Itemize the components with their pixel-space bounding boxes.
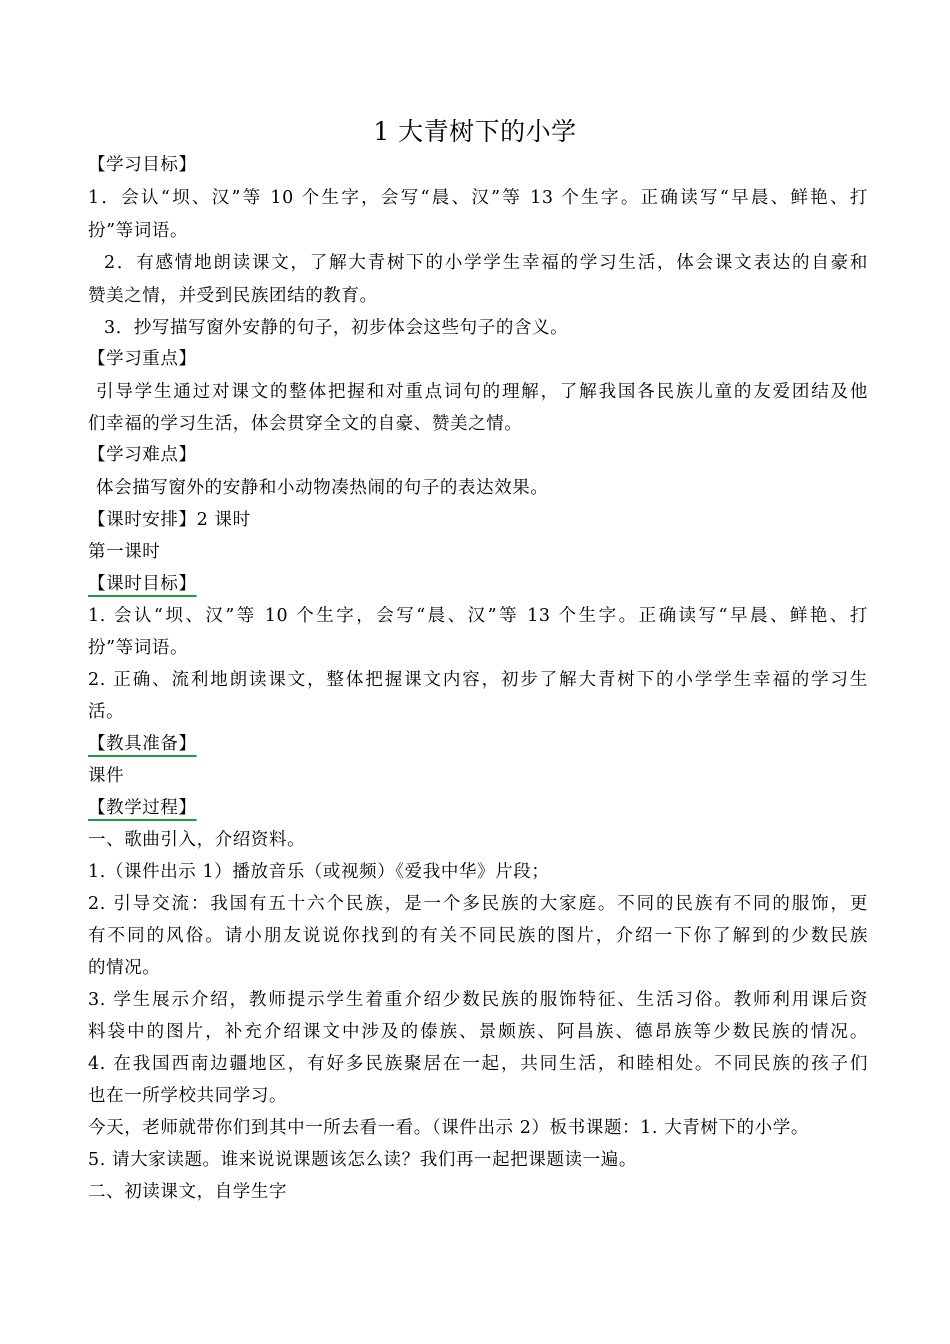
lesson-goal-2-line-2: 活。 — [88, 702, 125, 722]
schedule-heading: 【课时安排】 — [88, 510, 197, 530]
step-one: 一、歌曲引入，介绍资料。 — [88, 830, 306, 850]
key-points-line-2: 们幸福的学习生活，体会贯穿全文的自豪、赞美之情。 — [88, 414, 523, 434]
tools-heading-wrap — [88, 731, 868, 757]
process-item-2-line-2: 有不同的风俗。请小朋友说说你找到的有关不同民族的图片，介绍一下你了解到的少数民族 — [88, 926, 868, 946]
process-item-3-line-1: 3. 学生展示介绍，教师提示学生着重介绍少数民族的服饰特征、生活习俗。教师利用课后资 — [88, 990, 868, 1010]
process-item-1: 1.（课件出示 1）播放音乐（或视频）《爱我中华》片段； — [88, 862, 550, 882]
step-two: 二、初读课文，自学生字 — [88, 1182, 288, 1202]
process-item-4-line-2: 也在一所学校共同学习。 — [88, 1086, 288, 1106]
key-points-line-1: 引导学生通过对课文的整体把握和对重点词句的理解，了解我国各民族儿童的友爱团结及他 — [96, 382, 868, 402]
tools-heading: 【教具准备】 — [88, 734, 197, 754]
goal-2-line-2: 赞美之情，并受到民族团结的教育。 — [88, 286, 378, 306]
process-item-4-line-1: 4. 在我国西南边疆地区，有好多民族聚居在一起，共同生活，和睦相处。不同民族的孩子们 — [88, 1054, 868, 1074]
lesson-goal-1-line-2: 扮”等词语。 — [88, 638, 189, 658]
lesson-goals-heading: 【课时目标】 — [88, 574, 197, 594]
process-item-3-line-2: 料袋中的图片，补充介绍课文中涉及的傣族、景颇族、阿昌族、德昂族等少数民族的情况。 — [88, 1022, 868, 1042]
process-item-5: 5. 请大家读题。谁来说说课题该怎么读？我们再一起把课题读一遍。 — [88, 1150, 637, 1170]
lesson-1-heading: 第一课时 — [88, 542, 161, 562]
schedule-line — [88, 507, 868, 533]
tools-value: 课件 — [88, 766, 125, 786]
goal-3: 3．抄写描写窗外安静的句子，初步体会这些句子的含义。 — [104, 318, 569, 338]
document-title: 1 大青树下的小学 — [373, 117, 577, 146]
process-item-2-line-3: 的情况。 — [88, 958, 161, 978]
lesson-goal-2-line-1: 2. 正确、流利地朗读课文，整体把握课文内容，初步了解大青树下的小学学生幸福的学习生 — [88, 670, 868, 690]
process-item-2-line-1: 2. 引导交流：我国有五十六个民族，是一个多民族的大家庭。不同的民族有不同的服饰，更 — [88, 894, 868, 914]
schedule-value: 2 课时 — [196, 510, 251, 530]
process-heading: 【教学过程】 — [88, 798, 197, 818]
goal-1-line-1: 1．会认“坝、汉”等 10 个生字，会写“晨、汉”等 13 个生字。正确读写“早晨、鲜艳、打 — [88, 188, 868, 208]
process-heading-wrap — [88, 795, 868, 821]
process-today: 今天，老师就带你们到其中一所去看一看。（课件出示 2）板书课题：1. 大青树下的小学。 — [88, 1118, 810, 1138]
key-points-heading: 【学习重点】 — [88, 349, 197, 369]
learning-goals-heading: 【学习目标】 — [88, 155, 197, 175]
lesson-goal-1-line-1: 1. 会认“坝、汉”等 10 个生字，会写“晨、汉”等 13 个生字。正确读写“早晨、鲜艳、打 — [88, 606, 868, 626]
goal-1-line-2: 扮”等词语。 — [88, 221, 189, 241]
difficulties-heading: 【学习难点】 — [88, 445, 197, 465]
difficulties-line-1: 体会描写窗外的安静和小动物凑热闹的句子的表达效果。 — [96, 478, 549, 498]
goal-2-line-1: 2．有感情地朗读课文，了解大青树下的小学学生幸福的学习生活，体会课文表达的自豪和 — [104, 253, 868, 273]
lesson-goals-heading-wrap — [88, 571, 868, 597]
